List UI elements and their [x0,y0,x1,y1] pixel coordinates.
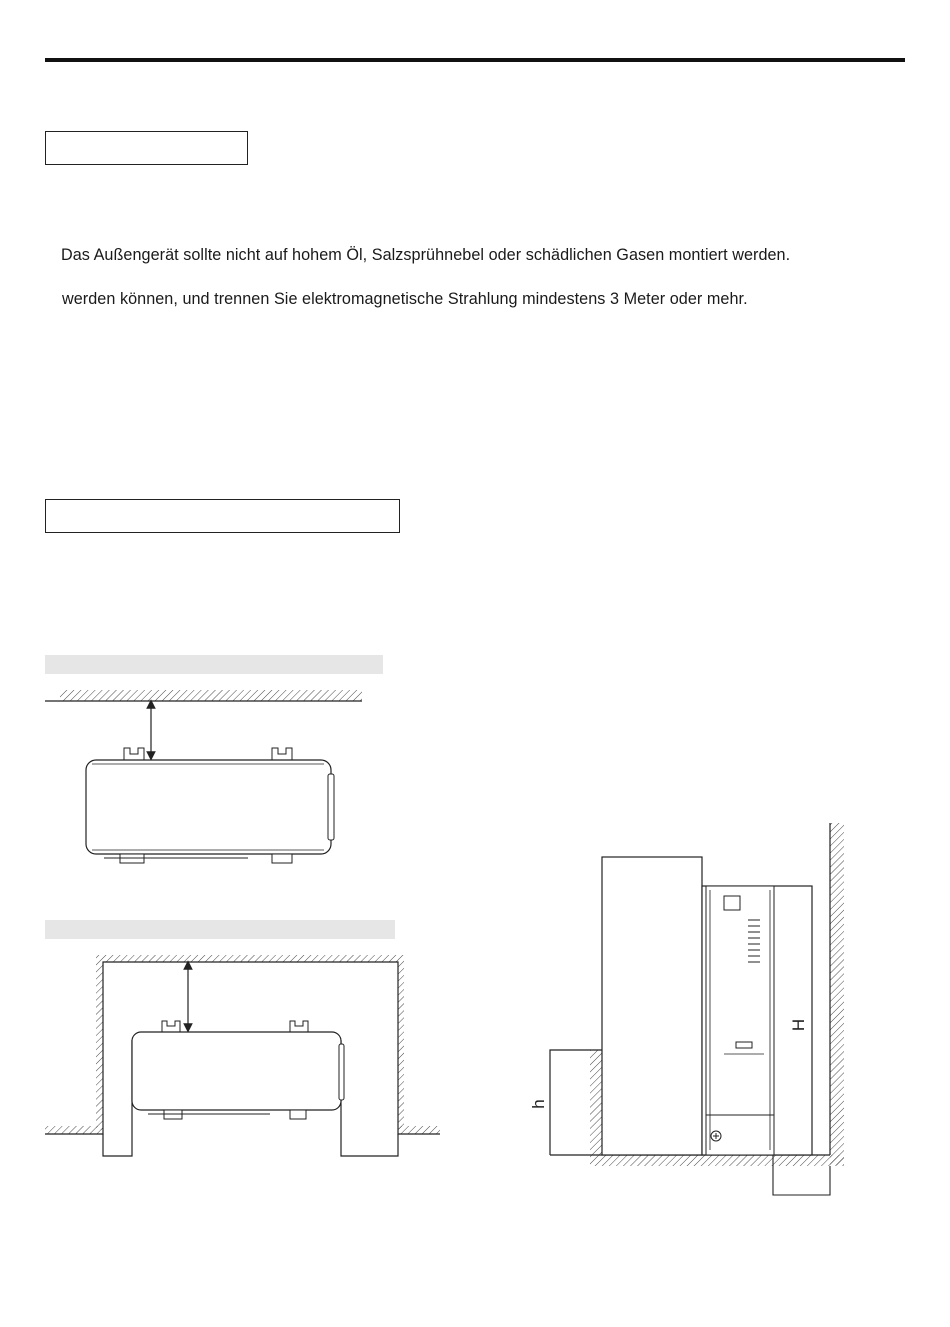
floor-hatch [590,1155,844,1166]
right-wall-hatch [830,823,844,1165]
figure-side-view-obstacles [529,823,844,1195]
label-h-small: h [529,1099,548,1109]
tall-obstacle [602,857,702,1155]
top-right-foot [272,748,292,760]
ceiling-hatch [60,690,362,701]
outdoor-unit-in-enclosure [132,1032,341,1110]
label-h-large: H [789,1018,808,1032]
bottom-right-foot [272,854,292,863]
paragraph-installation-location: Das Außengerät sollte nicht auf hohem Öl, Salzsprühnebel oder schädlichen Gasen montiert werden. [61,246,791,264]
figure-ceiling-clearance [45,690,362,863]
outdoor-unit-top-view [86,760,331,854]
paragraph-electromagnetic-distance: werden können, und trennen Sie elektromagnetische Strahlung mindestens 3 Meter oder mehr. [62,290,748,308]
figure-enclosure-clearance [45,955,440,1156]
top-left-foot [124,748,144,760]
